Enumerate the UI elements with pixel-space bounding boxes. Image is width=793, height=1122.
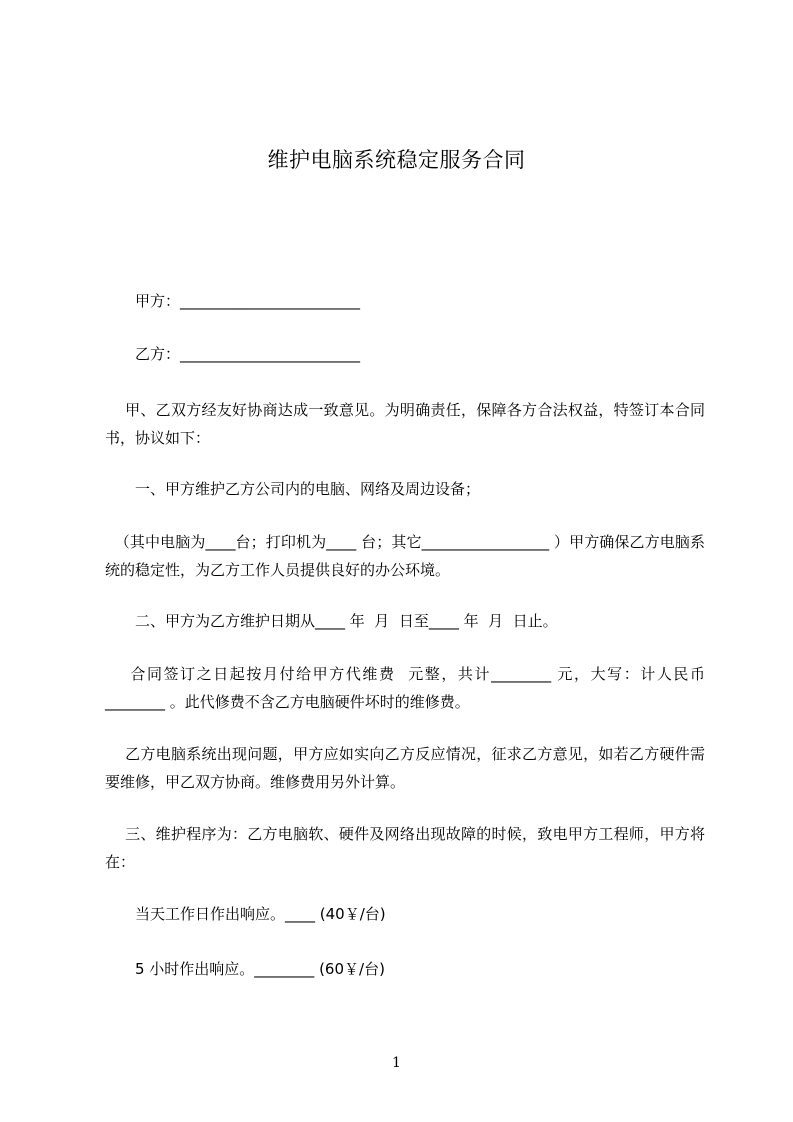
clause-3: 三、维护程序为：乙方电脑软、硬件及网络出现故障的时候，致电甲方工程师，甲方将在： bbox=[105, 825, 705, 871]
clause-1: 一、甲方维护乙方公司内的电脑、网络及周边设备； bbox=[135, 480, 481, 498]
party-b-line: 乙方：________________________ bbox=[135, 345, 361, 363]
document-title: 维护电脑系统稳定服务合同 bbox=[267, 148, 526, 172]
repair-paragraph: 乙方电脑系统出现问题，甲方应如实向乙方反应情况，征求乙方意见，如若乙方硬件需要维修，甲乙双方协商。维修费用另外计算。 bbox=[105, 745, 705, 791]
response-5-hours: 5 小时作出响应。________ (60￥/台) bbox=[135, 960, 385, 978]
party-a-line: 甲方：________________________ bbox=[135, 292, 361, 310]
intro-paragraph: 甲、乙双方经友好协商达成一致意见。为明确责任，保障各方合法权益，特签订本合同书，协议如下： bbox=[105, 401, 705, 447]
fee-paragraph: 合同签订之日起按月付给甲方代维费 元整，共计________ 元，大写：计人民币________ 。此代修费不含乙方电脑硬件坏时的维修费。 bbox=[105, 665, 706, 711]
page-number: 1 bbox=[392, 1055, 401, 1071]
clause-1-detail: （其中电脑为____台；打印机为____ 台；其它_________________ ）甲方确保乙方电脑系统的稳定性，为乙方工作人员提供良好的办公环境。 bbox=[105, 533, 705, 579]
clause-2: 二、甲方为乙方维护日期从____ 年 月 日至____ 年 月 日止。 bbox=[135, 612, 558, 630]
response-same-day: 当天工作日作出响应。____ (40￥/台) bbox=[135, 905, 386, 923]
